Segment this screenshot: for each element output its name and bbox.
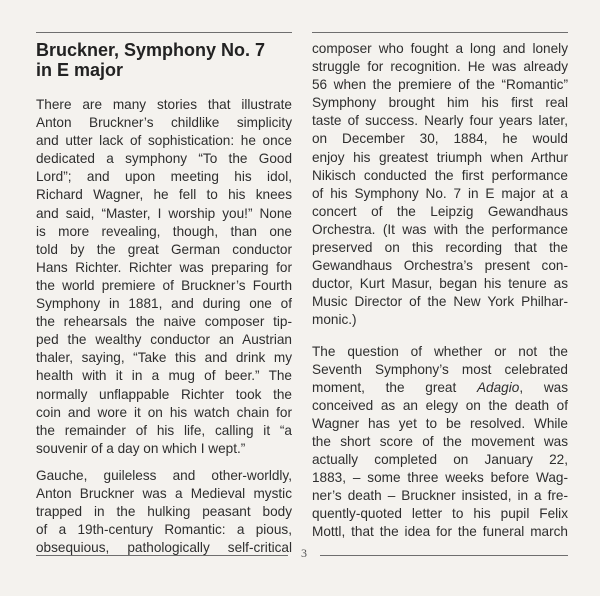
text-line: Anton Bruckner was a Medieval mystic [36,485,292,501]
left-column [36,40,292,557]
text-line: Nikisch conducted the first performance [312,167,568,183]
bottom-rule-left [36,555,288,556]
text-line: on December 30, 1884, he would [312,131,568,147]
text-line: actually completed on January 22, [312,452,568,468]
text-line: the remainder of his life, calling it “a [36,422,292,438]
paragraph [36,96,292,458]
paragraph [312,40,568,330]
text-line: Gauche, guileless and other-worldly, [36,467,292,483]
text-line: and utter lack of sophistication: he once [36,133,292,149]
text-line: is more revealing, though, than one [36,223,292,239]
page-number: 3 [301,546,307,560]
text-line: Hans Richter. Richter was preparing for [36,259,292,275]
text-line: Lord”; and upon meeting his idol, [36,169,292,185]
text-line: There are many stories that illustrate [36,97,292,112]
text-line: souvenir of a day on which I wept.” [36,440,246,456]
text-line: Orchestra. (It was with the performance [312,221,568,237]
text-line: dedicated a symphony “To the Good [36,151,292,167]
text-line: Symphony brought him his first real [312,95,568,111]
text-line: ductor, Kurt Masur, began his tenure as [312,276,568,292]
text-line: ped the wealthy conductor an Austrian [36,332,292,348]
text-line: of a 19th-century Romantic: a pious, [36,522,292,538]
heading-line: in E major [36,60,124,80]
text-line: Gewandhaus Orchestra’s present con- [312,258,568,274]
text-line: The question of whether or not the [312,343,568,359]
top-rule-right [312,32,568,33]
bottom-rule-right [320,555,568,556]
paragraph [36,467,292,557]
text-line: quently-quoted letter to his pupil Felix [312,506,568,522]
text-line: obsequious, pathologically self-critical [36,540,292,556]
text-line: thaler, saying, “Take this and drink my [36,350,292,366]
text-line: Richard Wagner, he fell to his knees [36,187,292,203]
text-line: enjoy his greatest triumph when Arthur [312,149,568,165]
text-line: of his Symphony No. 7 in E major at a [312,185,568,201]
text-line: trapped in the hulking peasant body [36,504,292,520]
text-line: Mottl, that the idea for the funeral march [312,524,568,540]
text-line: the short score of the movement was [312,433,568,449]
text-line: Wagner has yet to be resolved. While [312,415,568,431]
text-line: told by the great German conductor [36,241,292,257]
text-line: taste of success. Nearly four years later, [312,113,568,129]
text-line: composer who fought a long and lonely [312,41,568,56]
heading-line: Bruckner, Symphony No. 7 [36,40,266,60]
text-line: Music Director of the New York Philhar- [312,294,568,310]
text-line: the world premiere of Bruckner’s Fourth [36,277,292,293]
text-line: struggle for recognition. He was already [312,59,568,75]
text-line: 56 when the premiere of the “Romantic” [312,77,568,93]
text-line: 1883, – some three weeks before Wag- [312,470,568,486]
text-line: the rehearsals the naive composer tip- [36,314,292,330]
text-line: Seventh Symphony’s most celebrated [312,361,568,377]
text-line: normally unflappable Richter took the [36,386,292,402]
text-line: health with it in a mug of beer.” The [36,368,292,384]
text-line: conceived as an elegy on the death of [312,397,568,413]
right-column [312,40,568,542]
text-line: monic.) [312,312,357,328]
article-heading [36,40,292,80]
paragraph [312,343,568,542]
text-line: ner’s death – Bruckner insisted, in a fre- [312,488,568,504]
text-line: moment, the great Adagio, was [312,379,568,395]
top-rule-left [36,32,292,33]
text-line: Symphony in 1881, and during one of [36,296,292,312]
text-line: coin and wore it on his watch chain for [36,404,292,420]
text-line: Anton Bruckner’s childlike simplicity [36,115,292,131]
text-line: concert of the Leipzig Gewandhaus [312,203,568,219]
text-line: and said, “Master, I worship you!” None [36,205,292,221]
text-line: preserved on this recording that the [312,240,568,256]
